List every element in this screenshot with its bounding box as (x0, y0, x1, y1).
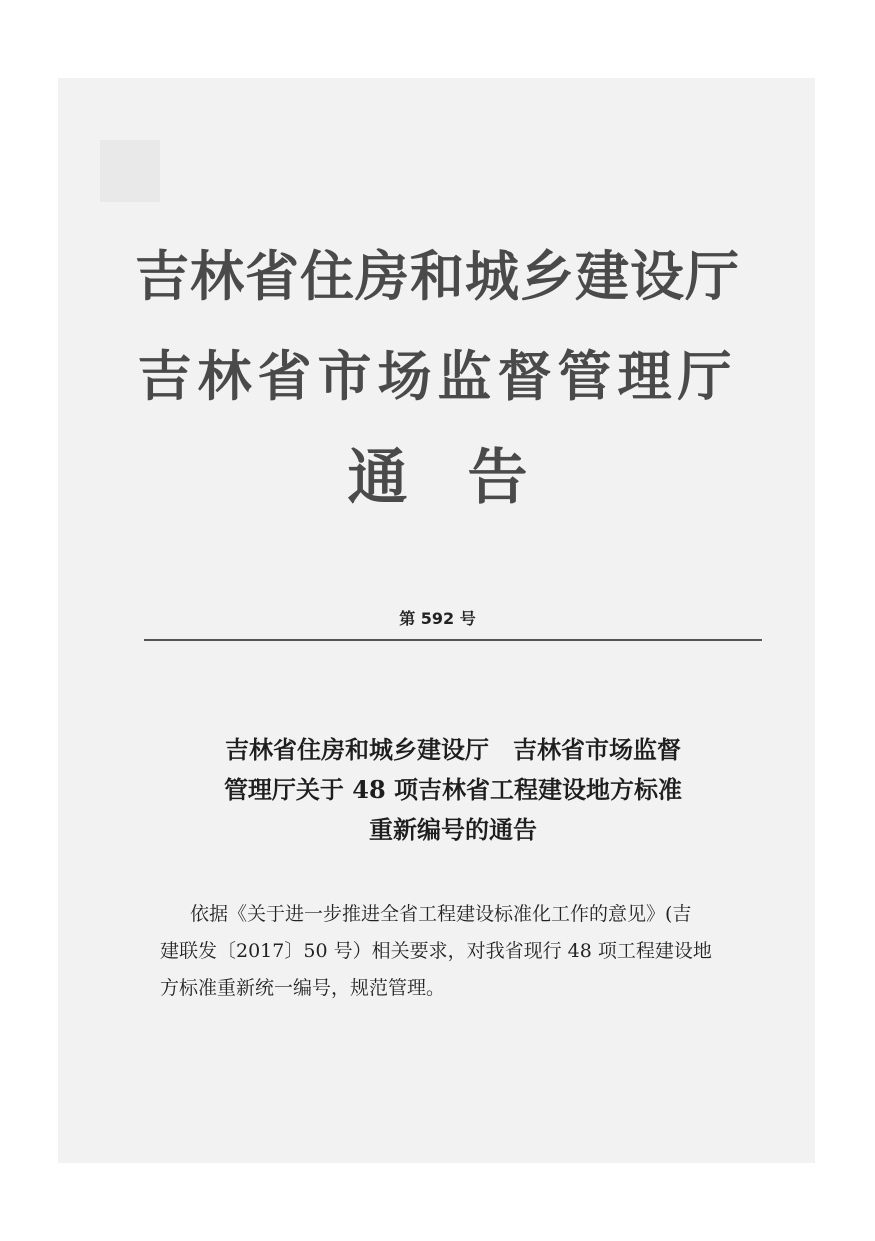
body-line: 方标准重新统一编号，规范管理。 (160, 977, 446, 999)
notice-heading-line: 吉林省住房和城乡建设厅 吉林省市场监督 (225, 735, 681, 764)
scan-artifact (100, 140, 160, 202)
body-line: 建联发〔2017〕50 号）相关要求，对我省现行 48 项工程建设地 (160, 940, 712, 962)
notice-heading (150, 730, 756, 850)
notice-heading-line: 重新编号的通告 (369, 815, 537, 844)
body-line: 依据《关于进一步推进全省工程建设标准化工作的意见》(吉 (190, 903, 692, 925)
header-divider-line (144, 639, 762, 641)
notice-body (160, 896, 750, 1007)
issuing-org-1: 吉林省住房和城乡建设厅 (135, 244, 740, 308)
document-type-title: 通告 (347, 443, 588, 513)
document-number: 第 592 号 (399, 609, 476, 628)
notice-heading-line: 管理厅关于 48 项吉林省工程建设地方标准 (223, 775, 683, 804)
issuing-org-2: 吉林省市场监督管理厅 (137, 344, 738, 408)
